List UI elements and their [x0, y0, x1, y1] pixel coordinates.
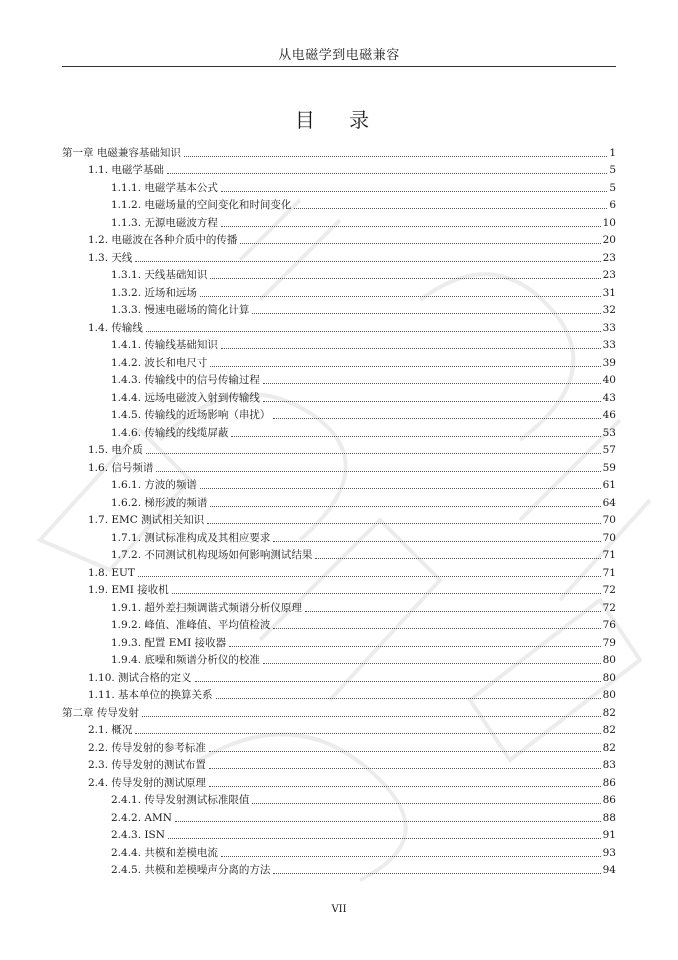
- toc-leader-dots: [315, 557, 600, 559]
- toc-entry-title: 1.7. EMC 测试相关知识: [88, 514, 205, 526]
- toc-entry[interactable]: [62, 580, 616, 598]
- toc-entry-title: 1.9.3. 配置 EMI 接收器: [111, 636, 227, 649]
- toc-leader-dots: [263, 662, 601, 664]
- toc-leader-dots: [200, 295, 601, 297]
- toc-entry-page: 20: [602, 234, 616, 246]
- toc-entry-title: 2.3. 传导发射的测试布置: [88, 759, 206, 771]
- toc-entry-title: 1.4.5. 传输线的近场影响（串扰）: [111, 409, 271, 421]
- toc-entry[interactable]: [62, 335, 616, 353]
- toc-entry[interactable]: [62, 405, 616, 423]
- toc-entry-title: 1.7.2. 不同测试机构现场如何影响测试结果: [111, 549, 313, 561]
- toc-leader-dots: [294, 207, 607, 209]
- toc-entry-title: 2.4.1. 传导发射测试标准限值: [111, 794, 250, 806]
- toc-leader-dots: [207, 522, 600, 524]
- toc-leader-dots: [252, 312, 600, 314]
- toc-entry-title: 1.9. EMI 接收机: [88, 584, 169, 596]
- toc-leader-dots: [216, 697, 601, 699]
- toc-entry-title: 1.5. 电介质: [88, 444, 143, 456]
- toc-entry-title: 1.3.2. 近场和远场: [111, 286, 197, 299]
- toc-entry-page: 61: [602, 479, 616, 491]
- toc-leader-dots: [146, 452, 601, 454]
- toc-entry-page: 33: [602, 339, 616, 351]
- toc-entry-title: 1.4.2. 波长和电尺寸: [111, 356, 208, 369]
- toc-leader-dots: [229, 645, 600, 647]
- toc-entry-page: 59: [602, 461, 616, 474]
- toc-entry[interactable]: [62, 720, 616, 738]
- toc-entry-page: 82: [602, 741, 616, 754]
- toc-leader-dots: [273, 627, 600, 629]
- toc-leader-dots: [221, 855, 601, 857]
- toc-leader-dots: [146, 330, 601, 332]
- toc-entry-page: 53: [602, 426, 616, 439]
- toc-entry[interactable]: [62, 440, 616, 458]
- toc-entry-page: 79: [602, 636, 616, 649]
- toc-leader-dots: [135, 732, 600, 734]
- toc-entry[interactable]: [62, 282, 616, 300]
- toc-entry-page: 6: [609, 199, 616, 211]
- toc-entry-page: 43: [602, 391, 616, 404]
- toc-entry-title: 1.3.1. 天线基础知识: [111, 269, 208, 281]
- toc-entry[interactable]: [62, 300, 616, 318]
- toc-entry-page: 71: [602, 549, 616, 561]
- toc-entry[interactable]: [62, 212, 616, 230]
- toc-entry-page: 91: [602, 829, 616, 841]
- toc-entry-page: 46: [602, 409, 616, 421]
- toc-entry-page: 5: [609, 164, 616, 176]
- toc-entry-title: 第一章 电磁兼容基础知识: [62, 146, 181, 159]
- toc-entry-page: 57: [602, 444, 616, 456]
- toc-entry[interactable]: [62, 422, 616, 440]
- toc-entry-title: 2.4.3. ISN: [111, 829, 165, 841]
- toc-entry-title: 1.6.2. 梯形波的频谱: [111, 496, 208, 509]
- toc-entry-page: 76: [602, 619, 616, 631]
- toc-leader-dots: [210, 505, 600, 507]
- toc-leader-dots: [240, 242, 600, 244]
- toc-entry[interactable]: [62, 562, 616, 580]
- toc-entry-page: 86: [602, 776, 616, 789]
- toc-entry-page: 82: [602, 706, 616, 719]
- toc-leader-dots: [209, 767, 601, 769]
- toc-entry-page: 80: [602, 654, 616, 666]
- toc-leader-dots: [142, 715, 601, 717]
- toc-leader-dots: [273, 417, 600, 419]
- toc-entry-title: 1.9.1. 超外差扫频调谐式频谱分析仪原理: [111, 601, 302, 614]
- toc-leader-dots: [175, 820, 601, 822]
- toc-entry[interactable]: [62, 352, 616, 370]
- toc-entry-title: 1.4.6. 传输线的线缆屏蔽: [111, 426, 229, 439]
- toc-leader-dots: [305, 610, 601, 612]
- toc-entry-page: 23: [602, 269, 616, 281]
- toc-entry-title: 1.9.2. 峰值、准峰值、平均值检波: [111, 619, 271, 631]
- toc-leader-dots: [210, 277, 600, 279]
- toc-entry[interactable]: [62, 527, 616, 545]
- toc-entry-page: 80: [602, 671, 616, 684]
- toc-entry-title: 1.2. 电磁波在各种介质中的传播: [88, 234, 238, 246]
- toc-entry-title: 2.1. 概况: [88, 724, 133, 736]
- toc-leader-dots: [231, 435, 600, 437]
- toc-entry-title: 2.4.5. 共模和差模噪声分离的方法: [111, 864, 271, 876]
- toc-entry-page: 64: [602, 496, 616, 509]
- toc-entry[interactable]: [62, 510, 616, 528]
- toc-entry-title: 2.4.2. AMN: [111, 811, 172, 824]
- toc-entry-title: 2.2. 传导发射的参考标准: [88, 741, 206, 754]
- toc-entry[interactable]: [62, 597, 616, 615]
- toc-leader-dots: [172, 592, 601, 594]
- toc-entry[interactable]: [62, 860, 616, 878]
- toc-entry-page: 23: [602, 251, 616, 264]
- toc-entry[interactable]: [62, 230, 616, 248]
- toc-entry-title: 1.1.1. 电磁学基本公式: [111, 181, 218, 194]
- toc-leader-dots: [252, 802, 600, 804]
- toc-entry-title: 1.4. 传输线: [88, 321, 143, 334]
- toc-entry[interactable]: [62, 685, 616, 703]
- toc-leader-dots: [135, 260, 600, 262]
- toc-leader-dots: [138, 575, 601, 577]
- toc-entry-page: 82: [602, 724, 616, 736]
- toc-entry-title: 2.4.4. 共模和差模电流: [111, 846, 218, 859]
- toc-leader-dots: [184, 155, 607, 157]
- toc-leader-dots: [263, 382, 601, 384]
- toc-entry-page: 70: [602, 514, 616, 526]
- toc-leader-dots: [221, 347, 601, 349]
- toc-entry-title: 1.4.4. 远场电磁波入射到传输线: [111, 391, 260, 404]
- toc-entry[interactable]: [62, 755, 616, 773]
- toc-entry[interactable]: [62, 177, 616, 195]
- toc-leader-dots: [200, 487, 601, 489]
- toc-entry[interactable]: [62, 842, 616, 860]
- toc-entry-page: 31: [602, 286, 616, 299]
- toc-entry[interactable]: [62, 772, 616, 790]
- toc-entry-title: 1.3. 天线: [88, 251, 133, 264]
- toc-entry[interactable]: [62, 265, 616, 283]
- toc-entry[interactable]: [62, 650, 616, 668]
- toc-entry[interactable]: [62, 457, 616, 475]
- toc-entry-page: 88: [602, 811, 616, 824]
- toc-entry-page: 80: [602, 689, 616, 701]
- running-header: 从电磁学到电磁兼容: [278, 48, 400, 63]
- toc-entry[interactable]: [62, 545, 616, 563]
- page-number: VII: [331, 904, 347, 915]
- toc-entry-title: 第二章 传导发射: [62, 706, 139, 719]
- toc-entry-page: 83: [602, 759, 616, 771]
- toc-entry-page: 32: [602, 304, 616, 316]
- toc-entry-page: 71: [602, 566, 616, 579]
- toc-leader-dots: [273, 872, 600, 874]
- toc-entry[interactable]: [62, 370, 616, 388]
- toc-entry-page: 72: [602, 584, 616, 596]
- toc-entry-title: 1.4.3. 传输线中的信号传输过程: [111, 374, 260, 386]
- toc-entry-page: 5: [609, 181, 616, 194]
- toc-leader-dots: [167, 172, 607, 174]
- toc-entry-title: 1.11. 基本单位的换算关系: [88, 689, 213, 701]
- toc-leader-dots: [210, 365, 600, 367]
- toc-entry-page: 40: [602, 374, 616, 386]
- header-rule: [62, 66, 616, 67]
- toc-entry-title: 1.7.1. 测试标准构成及其相应要求: [111, 531, 271, 544]
- toc-entry-page: 93: [602, 846, 616, 859]
- toc-entry-title: 1.4.1. 传输线基础知识: [111, 339, 218, 351]
- toc-entry-title: 1.1.3. 无源电磁波方程: [111, 216, 218, 229]
- toc-entry-title: 1.10. 测试合格的定义: [88, 671, 192, 684]
- toc-leader-dots: [209, 750, 601, 752]
- toc-entry[interactable]: [62, 247, 616, 265]
- toc-leader-dots: [156, 470, 600, 472]
- toc-entry-page: 10: [602, 216, 616, 229]
- toc-leader-dots: [273, 540, 600, 542]
- toc-entry-page: 86: [602, 794, 616, 806]
- toc-entry-page: 1: [609, 146, 616, 159]
- toc-entry[interactable]: [62, 142, 616, 160]
- toc-leader-dots: [195, 680, 601, 682]
- toc-entry-title: 2.4. 传导发射的测试原理: [88, 776, 206, 789]
- toc-leader-dots: [221, 190, 607, 192]
- toc-entry-title: 1.8. EUT: [88, 566, 135, 579]
- toc-entry-page: 39: [602, 356, 616, 369]
- toc-entry-page: 94: [602, 864, 616, 876]
- toc-entry[interactable]: [62, 475, 616, 493]
- toc-entry[interactable]: [62, 160, 616, 178]
- toc-entry-title: 1.6.1. 方波的频谱: [111, 479, 197, 491]
- toc-entry-title: 1.1. 电磁学基础: [88, 164, 164, 176]
- table-of-contents: [62, 142, 616, 877]
- toc-leader-dots: [209, 785, 601, 787]
- toc-entry-title: 1.1.2. 电磁场量的空间变化和时间变化: [111, 199, 292, 211]
- toc-entry[interactable]: [62, 615, 616, 633]
- toc-entry-title: 1.6. 信号频谱: [88, 461, 154, 474]
- toc-entry[interactable]: [62, 667, 616, 685]
- toc-entry-page: 70: [602, 531, 616, 544]
- toc-entry[interactable]: [62, 632, 616, 650]
- toc-entry[interactable]: [62, 387, 616, 405]
- toc-entry[interactable]: [62, 492, 616, 510]
- toc-entry-title: 1.3.3. 慢速电磁场的简化计算: [111, 304, 250, 316]
- toc-entry[interactable]: [62, 702, 616, 720]
- toc-entry-page: 33: [602, 321, 616, 334]
- toc-entry[interactable]: [62, 195, 616, 213]
- toc-entry[interactable]: [62, 825, 616, 843]
- toc-entry[interactable]: [62, 807, 616, 825]
- toc-entry-title: 1.9.4. 底噪和频谱分析仪的校准: [111, 654, 260, 666]
- toc-title: 目 录: [294, 108, 384, 132]
- toc-entry[interactable]: [62, 737, 616, 755]
- toc-leader-dots: [263, 400, 601, 402]
- toc-leader-dots: [221, 225, 601, 227]
- toc-entry-page: 72: [602, 601, 616, 614]
- toc-leader-dots: [168, 837, 601, 839]
- toc-entry[interactable]: [62, 317, 616, 335]
- toc-entry[interactable]: [62, 790, 616, 808]
